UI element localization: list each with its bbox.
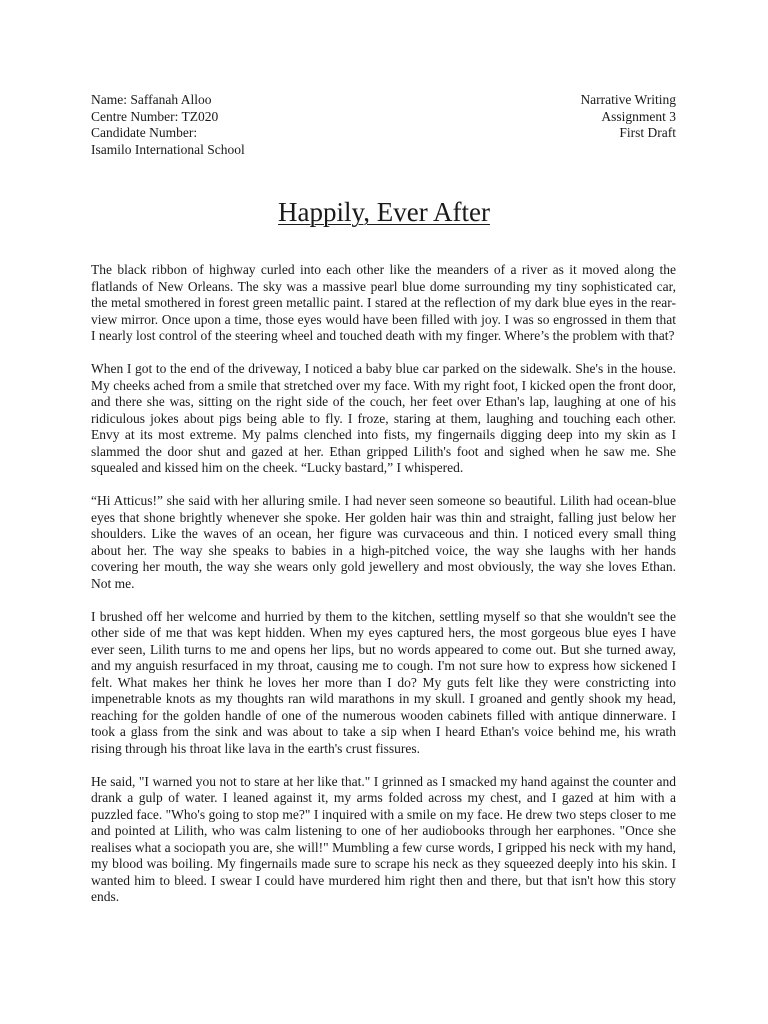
draft-label: First Draft xyxy=(619,125,676,140)
assignment-type: Narrative Writing xyxy=(580,92,676,107)
paragraph: I brushed off her welcome and hurried by them to the kitchen, settling myself so that she wouldn't see the other side of me that was kept hidden. When my eyes captured hers, the most gorgeous blue eyes I have ever seen, Lilith turns to me and opens her lips, but no words appeared to come out. But she turned away, and my anguish resurfaced in my throat, causing me to cough. I'm not sure how to express how sickened I felt. What makes her think he loves her more than I do? My guts felt like they were constricting into impenetrable knots as my thoughts ran wild marathons in my skull. I groaned and gently shook my head, reaching for the golden handle of one of the numerous wooden cabinets filled with antique dinnerware. I took a glass from the sink and was about to take a sip when I heard Ethan's voice behind me, his wrath rising through his throat like lava in the earth's crust fissures. xyxy=(91,608,676,756)
assignment-number: Assignment 3 xyxy=(601,108,676,124)
paragraph: The black ribbon of highway curled into each other like the meanders of a river as it moved along the flatlands of New Orleans. The sky was a massive pearl blue dome surrounding my tiny sophisticated car, the metal smothered in forest green metallic paint. I stared at the reflection of my dark blue eyes in the rear-view mirror. Once upon a time, those eyes would have been filled with joy. I was so engrossed in them that I nearly lost control of the steering wheel and touched death with my finger. Where’s the problem with that? xyxy=(91,262,676,343)
paragraph: “Hi Atticus!” she said with her alluring smile. I had never seen someone so beautiful. Lilith had ocean-blue eyes that shone brightly whenever she spoke. Her golden hair was thin and straight, falling just below her shoulders. Like the waves of an ocean, her figure was curvaceous and thin. I noticed every small thing about her. The way she speaks to babies in a high-pitched voice, the way she laughs with her hands covering her mouth, the way she wears only gold jewellery and most obviously, the way she loves Ethan. Not me. xyxy=(91,493,676,591)
story-title: Happily, Ever After xyxy=(278,197,490,227)
paragraph: He said, "I warned you not to stare at her like that." I grinned as I smacked my hand against the counter and drank a gulp of water. I leaned against it, my arms folded across my chest, and I gazed at him with a puzzled face. "Who's going to stop me?" I inquired with a smile on my face. He drew two steps closer to me and pointed at Lilith, who was calm listening to one of her audiobooks through her earphones. "Once she realises what a sociopath you are, she will!" Mumbling a few curse words, I gripped his neck with my hand, my blood was boiling. My fingernails made sure to scrape his neck as they squeezed deeply into his skin. I wanted him to bleed. I swear I could have murdered him right then and there, but that isn't how this story ends. xyxy=(91,773,676,904)
paragraph: When I got to the end of the driveway, I noticed a baby blue car parked on the sidewalk. She's in the house. My cheeks ached from a smile that stretched over my face. With my right foot, I kicked open the front door, and there she was, sitting on the right side of the couch, her feet over Ethan's lap, laughing at one of his ridiculous jokes about pigs being able to fly. I froze, staring at them, laughing and touching each other. Envy at its most extreme. My palms clenched into fists, my fingernails digging deep into my skin as I slammed the door shut and gazed at her. Ethan gripped Lilith's foot and sighed when he saw me. She squealed and kissed him on the cheek. “Lucky bastard,” I whispered. xyxy=(91,361,676,475)
student-name: Name: Saffanah Alloo xyxy=(91,92,212,107)
student-info xyxy=(91,92,245,158)
story-body xyxy=(91,262,676,922)
centre-number: Centre Number: TZ020 xyxy=(91,108,219,124)
assignment-info xyxy=(580,92,676,142)
school-name: Isamilo International School xyxy=(91,141,245,157)
candidate-number: Candidate Number: xyxy=(91,125,198,140)
